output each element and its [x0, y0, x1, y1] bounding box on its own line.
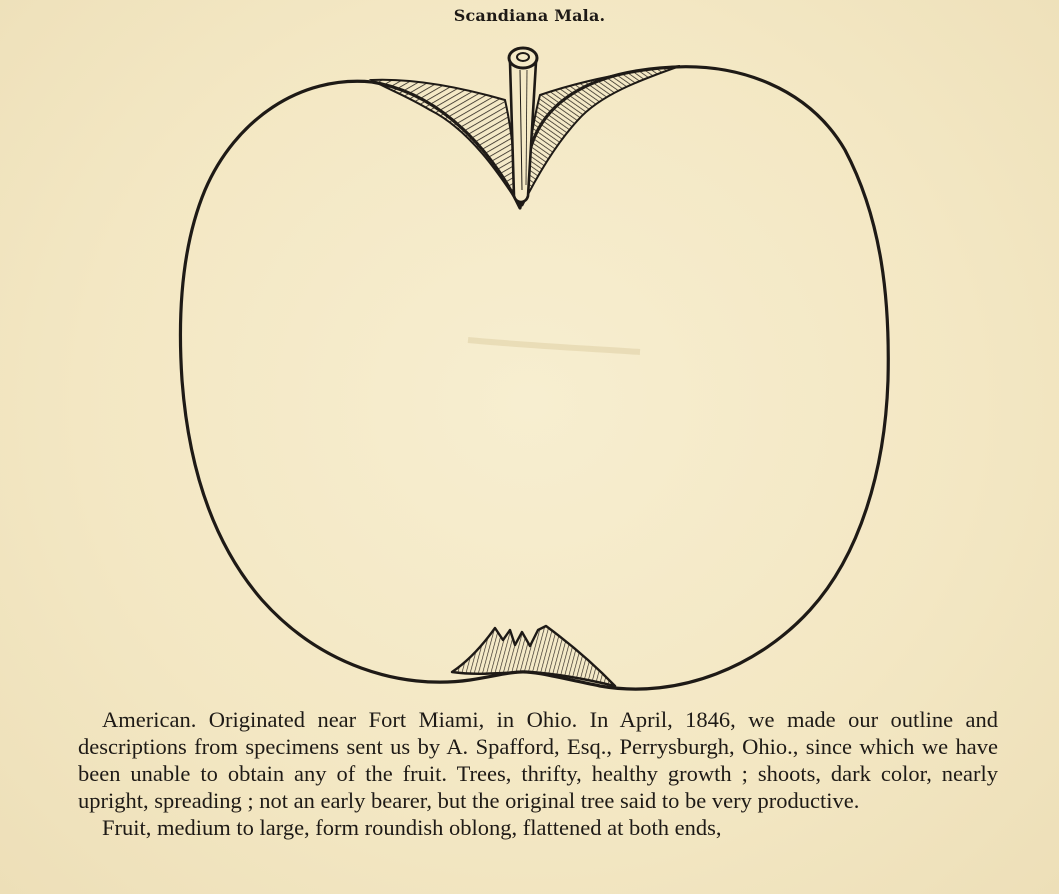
paragraph-fruit: Fruit, medium to large, form roundish oblong, flattened at both ends, [102, 815, 722, 840]
paragraph-origin: American. Originated near Fort Miami, in Ohio. In April, 1846, we made our outline and descriptions from specimens sent us by A. Spafford, Esq., Perrysburgh, Ohio., since which we have been unable to obtain any of the fruit. Trees, thrifty, healthy growth ; shoots, dark color, nearly upright, spreading ; not an early bearer, but the original tree said to be very productive. [78, 707, 998, 813]
stem-tip [509, 48, 537, 68]
calyx-basin [452, 626, 615, 686]
description-text [78, 706, 998, 841]
stem-cavity-right [522, 66, 680, 206]
stem-cavity-left [372, 80, 520, 206]
figure-caption: Scandiana Mala. [453, 6, 606, 25]
